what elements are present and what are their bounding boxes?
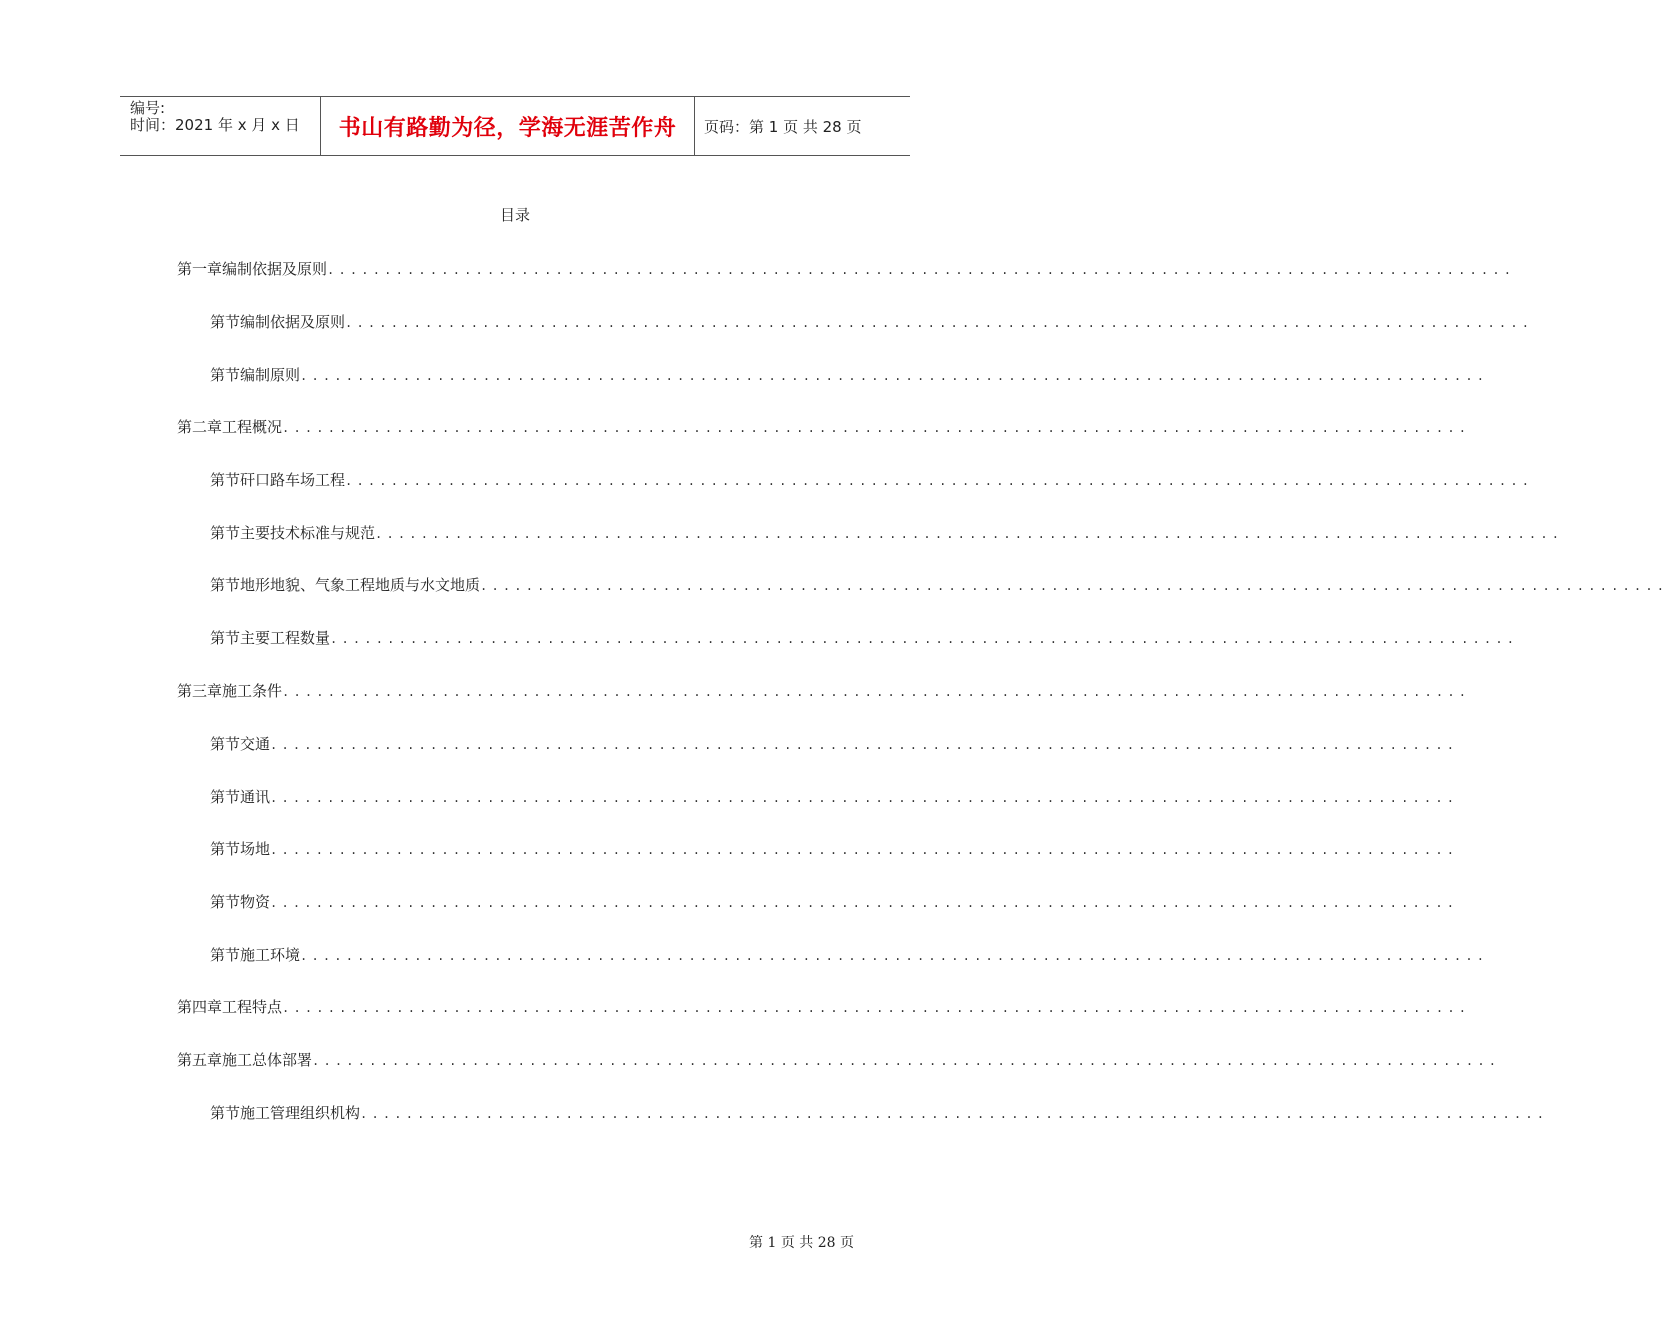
toc-entry-number: 第四章 bbox=[177, 998, 223, 1016]
toc-entry[interactable] bbox=[210, 574, 1668, 596]
toc-leader-dots: ........................................................................................................ bbox=[312, 1054, 1501, 1068]
toc-entry-text: 施工总体部署 bbox=[222, 1051, 313, 1069]
toc-entry-number: 第节 bbox=[210, 366, 241, 384]
toc-leader-dots: ........................................................................................................ bbox=[282, 1001, 1471, 1015]
toc-entry-number: 第二章 bbox=[177, 418, 223, 436]
toc-leader-dots: ........................................................................................................ bbox=[270, 843, 1459, 857]
toc-leader-dots: ........................................................................................................ bbox=[282, 685, 1471, 699]
toc-entry[interactable] bbox=[177, 1049, 1501, 1071]
toc-entry[interactable] bbox=[210, 469, 1534, 491]
toc-entry-text: 编制依据及原则 bbox=[240, 313, 346, 331]
toc-entry-number: 第节 bbox=[210, 788, 241, 806]
toc-entry[interactable] bbox=[210, 891, 1459, 913]
header-meta bbox=[120, 97, 321, 155]
toc-entry[interactable] bbox=[210, 786, 1459, 808]
toc-entry-number: 第节 bbox=[210, 840, 241, 858]
toc-entry-text: 交通 bbox=[240, 735, 271, 753]
toc-entry-number: 第节 bbox=[210, 1104, 241, 1122]
toc-leader-dots: ........................................................................................................ bbox=[300, 369, 1489, 383]
toc-leader-dots: ........................................................................................................ bbox=[270, 791, 1459, 805]
toc-leader-dots: ........................................................................................................ bbox=[345, 474, 1534, 488]
toc-entry[interactable] bbox=[210, 1102, 1549, 1124]
toc-leader-dots: ........................................................................................................ bbox=[330, 632, 1519, 646]
toc-entry[interactable] bbox=[177, 416, 1471, 438]
toc-entry-text: 工程概况 bbox=[222, 418, 283, 436]
toc-entry-text: 地形地貌、气象工程地质与水文地质 bbox=[240, 576, 481, 594]
toc-entry-text: 主要工程数量 bbox=[240, 629, 331, 647]
toc-entry-text: 通讯 bbox=[240, 788, 271, 806]
toc-entry-number: 第一章 bbox=[177, 260, 223, 278]
toc-entry[interactable] bbox=[177, 680, 1471, 702]
toc-entry[interactable] bbox=[210, 522, 1564, 544]
toc-entry-text: 施工环境 bbox=[240, 946, 301, 964]
toc-entry-text: 施工条件 bbox=[222, 682, 283, 700]
toc-entry[interactable] bbox=[210, 364, 1489, 386]
toc-leader-dots: ........................................................................................................ bbox=[327, 263, 1516, 277]
toc-entry-number: 第节 bbox=[210, 735, 241, 753]
toc-leader-dots: ........................................................................................................ bbox=[345, 316, 1534, 330]
toc-entry-text: 场地 bbox=[240, 840, 271, 858]
header-page-info: 页码：第 1 页 共 28 页 bbox=[704, 117, 862, 136]
toc-entry[interactable] bbox=[210, 733, 1459, 755]
toc-entry-text: 矸口路车场工程 bbox=[240, 471, 346, 489]
toc-entry-number: 第节 bbox=[210, 946, 241, 964]
time-label: 时间：2021 年 x 月 x 日 bbox=[130, 116, 300, 134]
toc-entry-number: 第节 bbox=[210, 471, 241, 489]
toc-entry[interactable] bbox=[177, 996, 1471, 1018]
toc-entry[interactable] bbox=[177, 258, 1516, 280]
toc-leader-dots: ........................................................................................................ bbox=[270, 896, 1459, 910]
toc-entry-text: 编制原则 bbox=[240, 366, 301, 384]
toc-entry-number: 第节 bbox=[210, 629, 241, 647]
toc-leader-dots: ........................................................................................................ bbox=[480, 579, 1668, 593]
toc-entry-number: 第五章 bbox=[177, 1051, 223, 1069]
toc-entry-text: 主要技术标准与规范 bbox=[240, 524, 376, 542]
toc-entry-text: 编制依据及原则 bbox=[222, 260, 328, 278]
page-header bbox=[120, 96, 910, 156]
toc-entry[interactable] bbox=[210, 838, 1459, 860]
toc-entry[interactable] bbox=[210, 944, 1489, 966]
page-footer: 第 1 页 共 28 页 bbox=[749, 1235, 854, 1251]
toc-leader-dots: ........................................................................................................ bbox=[300, 949, 1489, 963]
toc-entry-text: 工程特点 bbox=[222, 998, 283, 1016]
header-motto: 书山有路勤为径，学海无涯苦作舟 bbox=[321, 97, 695, 155]
toc-entry[interactable] bbox=[210, 311, 1534, 333]
toc-entry[interactable] bbox=[210, 627, 1519, 649]
toc-entry-number: 第三章 bbox=[177, 682, 223, 700]
toc-title: 目录 bbox=[499, 206, 530, 224]
toc-entry-number: 第节 bbox=[210, 893, 241, 911]
toc-entry-text: 施工管理组织机构 bbox=[240, 1104, 361, 1122]
serial-label: 编号: bbox=[130, 99, 166, 117]
toc-leader-dots: ........................................................................................................ bbox=[375, 527, 1564, 541]
toc-leader-dots: ........................................................................................................ bbox=[360, 1107, 1549, 1121]
toc-leader-dots: ........................................................................................................ bbox=[270, 738, 1459, 752]
toc-entry-number: 第节 bbox=[210, 524, 241, 542]
toc-entry-number: 第节 bbox=[210, 576, 241, 594]
toc-leader-dots: ........................................................................................................ bbox=[282, 421, 1471, 435]
toc-entry-number: 第节 bbox=[210, 313, 241, 331]
toc-entry-text: 物资 bbox=[240, 893, 271, 911]
